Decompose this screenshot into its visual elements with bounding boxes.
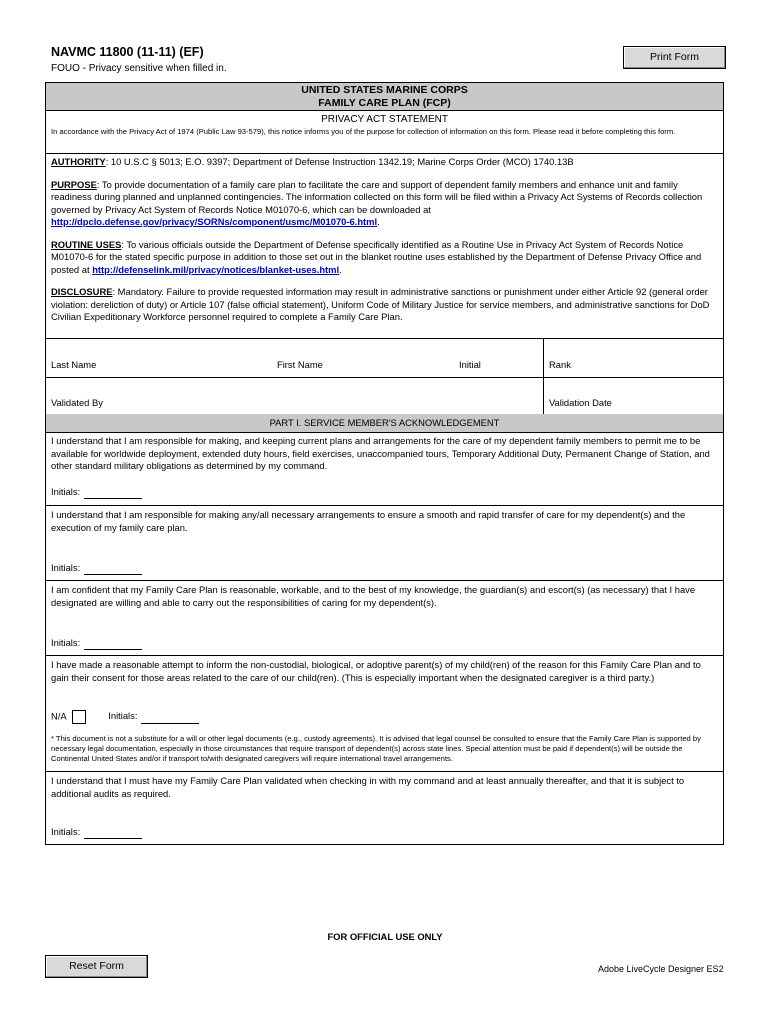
name-row <box>46 339 723 378</box>
initials-field-2[interactable] <box>51 562 142 575</box>
validated-by-field[interactable]: Validated By <box>51 397 103 408</box>
routine-uses-label: ROUTINE USES <box>51 238 122 250</box>
designer-label: Adobe LiveCycle Designer ES2 <box>598 964 724 974</box>
form-number: NAVMC 11800 (11-11) (EF) <box>51 45 204 59</box>
initials-label: Initials: <box>51 637 81 648</box>
legal-note: * This document is not a substitute for a will or other legal documents (e.g., custody agreements). It is advised that legal counsel be consulted to ensure that the Family Care Plan is supported by necessary legal documentation, especially in those circumstances that require transport of dependent(s) across state lines. Special attention must be paid if dependent(s) will be outside the Continental United States and/or if transport to/with designated caregivers will require international travel arrangements. <box>51 734 701 763</box>
initials-label: Initials: <box>51 826 81 837</box>
ack-item-1 <box>46 432 723 506</box>
authority-label: AUTHORITY <box>51 156 106 167</box>
authority-text: : 10 U.S.C § 5013; E.O. 9397; Department of Defense Instruction 1342.19; Marine Corps Order (MCO) 1740.13B <box>105 156 574 167</box>
ack-item-2 <box>46 506 723 581</box>
form-title <box>46 83 723 111</box>
disclosure-paragraph <box>51 286 718 324</box>
initials-field-1[interactable] <box>51 486 142 499</box>
fouo-notice: FOUO - Privacy sensitive when filled in. <box>51 63 227 74</box>
routine-uses-text: : To various officials outside the Department of Defense specifically identified as a Routine Use in Privacy Act System of Records Notice M01070-6 for the stated specific purpose in addition to those set out in the blanket routine uses established by the Department of Defense Privacy Office and posted at <box>51 238 702 275</box>
part-1-header: PART I. SERVICE MEMBER'S ACKNOWLEDGEMENT <box>46 414 723 433</box>
ack-text-3: I am confident that my Family Care Plan is reasonable, workable, and to the best of my knowledge, the guardian(s) and escort(s) (as necessary) that I have designated are willing and able to carry out the responsibilities of caring for my dependent(s). <box>51 584 696 608</box>
last-name-field[interactable]: Last Name <box>51 359 97 370</box>
initials-label: Initials: <box>108 710 138 722</box>
disclosure-label: DISCLOSURE <box>51 286 113 297</box>
validation-divider <box>543 377 544 414</box>
ack-item-4 <box>46 656 723 772</box>
purpose-text: : To provide documentation of a family care plan to facilitate the care and support of dependent family members and enhance unit and family readiness during planned and unplanned contingencies. The information collected on this form will be filed within a Privacy Act Systems of Records collection governed by Privacy Act System of Records Notice M01070-6, which can be downloaded at <box>51 178 703 215</box>
ack-text-5: I understand that I must have my Family Care Plan validated when checking in with my command and at least annually thereafter, and that it is subject to additional audits as required. <box>51 775 685 799</box>
initials-field-4[interactable] <box>141 714 199 724</box>
privacy-act-title: PRIVACY ACT STATEMENT <box>321 114 448 125</box>
ack-text-4: I have made a reasonable attempt to inform the non-custodial, biological, or adoptive parent(s) of my child(ren) of the reason for this Family Care Plan and to gain their consent for those areas related to the care of our child(ren). (This is especially important when the designated caregiver is a third party.) <box>51 659 701 683</box>
na-label: N/A <box>51 710 67 722</box>
disclosure-text: : Mandatory. Failure to provide requested information may result in administrative sanctions or punishment under either Article 92 (general order violation: dereliction of duty) or Article 107 (false official statement), Uniform Code of Military Justice for service members, and administrative sanctions for DoD Civilian Expeditionary Workforce personnel required to complete a Family Care Plan. <box>51 286 710 322</box>
authority-paragraph <box>51 156 718 169</box>
rank-field[interactable]: Rank <box>549 359 571 370</box>
family-care-plan-form <box>45 82 724 845</box>
ack-text-2: I understand that I am responsible for making any/all necessary arrangements to ensure a smooth and rapid transfer of care for my dependent(s) and the execution of my family care plan. <box>51 509 686 533</box>
initials-label: Initials: <box>51 486 81 497</box>
routine-uses-paragraph <box>51 239 718 277</box>
statements-section <box>46 153 723 339</box>
first-name-field[interactable]: First Name <box>277 359 323 370</box>
privacy-act-text: In accordance with the Privacy Act of 1974 (Public Law 93-579), this notice informs you of the purpose for collection of information on this form. Please read it before completing this form. <box>51 127 676 136</box>
print-form-button[interactable]: Print Form <box>623 46 726 69</box>
initials-field-3[interactable] <box>51 637 142 650</box>
initials-label: Initials: <box>51 562 81 573</box>
validation-row <box>46 377 723 415</box>
initials-field-5[interactable] <box>51 826 142 839</box>
purpose-paragraph <box>51 179 718 229</box>
title-line-1: UNITED STATES MARINE CORPS <box>301 84 468 96</box>
ack-text-1: I understand that I am responsible for making, and keeping current plans and arrangements for the care of my dependent family members to permit me to be available for worldwide deployment, extended duty hours, field exercises, unaccompanied tours, Temporary Additional Duty, Permanent Change of Station, and other standard military obligations as determined by my command. <box>51 435 710 471</box>
title-line-2: FAMILY CARE PLAN (FCP) <box>318 97 451 109</box>
sorn-link[interactable]: http://dpclo.defense.gov/privacy/SORNs/component/usmc/M01070-6.html <box>51 216 378 227</box>
blanket-uses-link[interactable]: http://defenselink.mil/privacy/notices/blanket-uses.html <box>92 263 340 275</box>
purpose-label: PURPOSE <box>51 178 97 190</box>
validation-date-field[interactable]: Validation Date <box>549 397 612 408</box>
initial-field[interactable]: Initial <box>459 359 481 370</box>
ack-item-3 <box>46 581 723 656</box>
privacy-act-section <box>46 111 723 154</box>
ack-item-5 <box>46 772 723 846</box>
fouo-footer: FOR OFFICIAL USE ONLY <box>327 931 443 942</box>
na-checkbox[interactable] <box>72 710 86 724</box>
name-divider <box>543 339 544 377</box>
na-initials-row <box>51 710 199 724</box>
routine-uses-end: . <box>339 263 342 275</box>
reset-form-button[interactable]: Reset Form <box>45 955 148 978</box>
purpose-end: . <box>377 216 380 227</box>
